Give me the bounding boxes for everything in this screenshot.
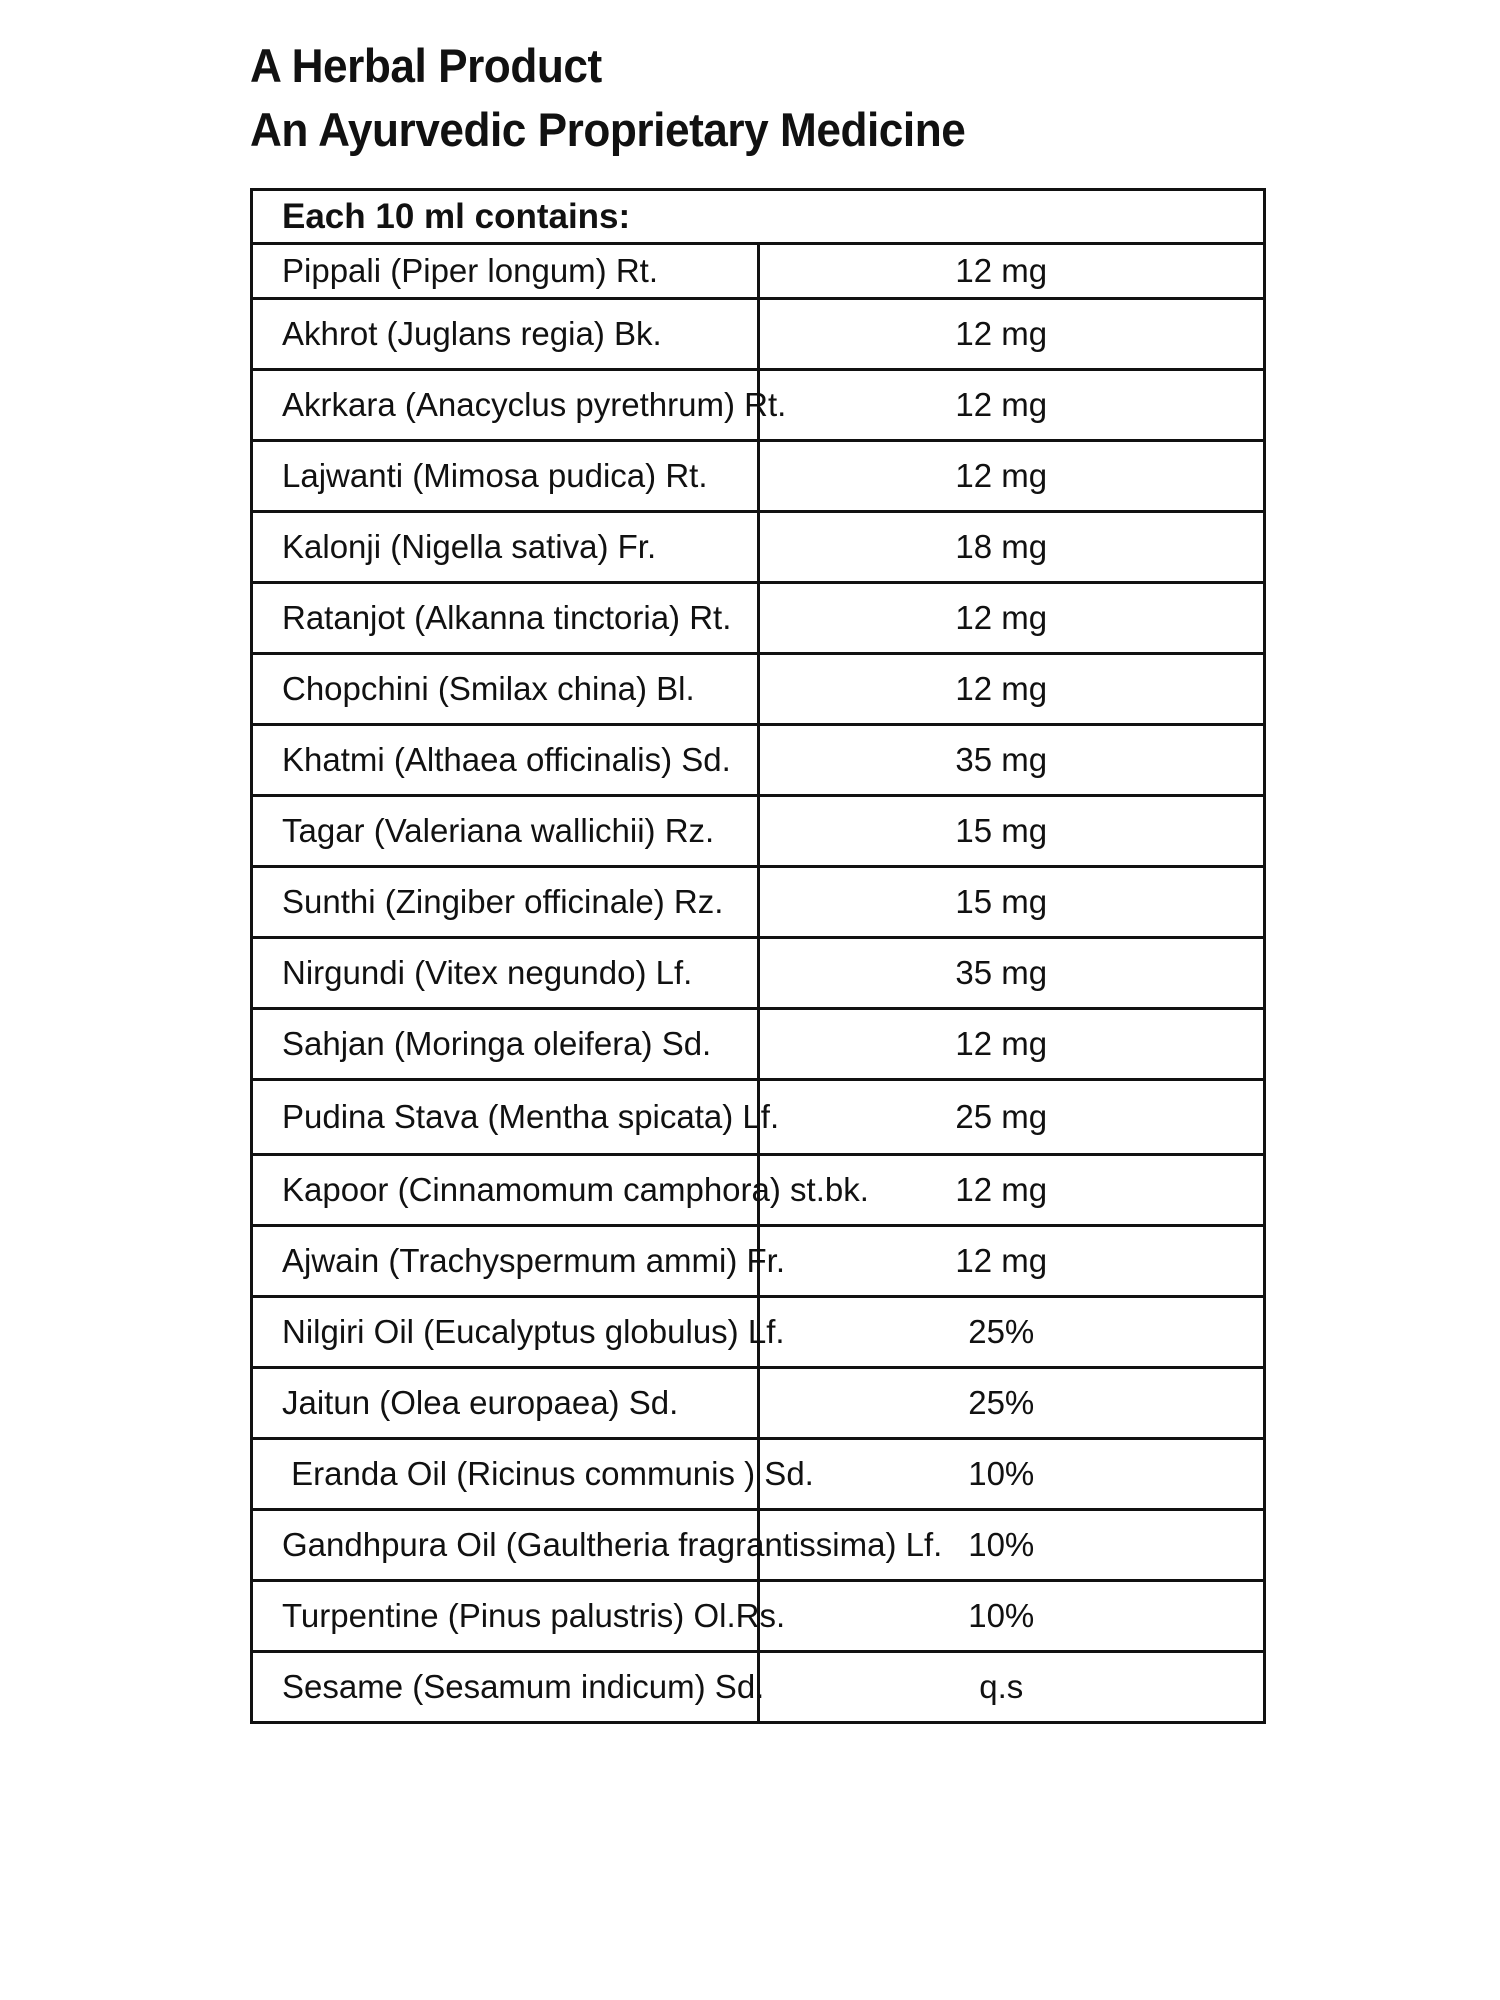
amount-value: 12 mg	[955, 1171, 1048, 1208]
amount-value: 10%	[968, 1597, 1035, 1634]
table-row	[252, 1226, 1265, 1297]
ingredient-name: Khatmi (Althaea officinalis) Sd.	[252, 725, 759, 796]
amount-value: 12 mg	[955, 252, 1048, 289]
amount-value: q.s	[979, 1668, 1024, 1705]
ingredient-amount	[758, 1368, 1265, 1439]
table-row	[252, 725, 1265, 796]
amount-value: 25%	[968, 1313, 1035, 1350]
table-row	[252, 1368, 1265, 1439]
ingredient-name: Turpentine (Pinus palustris) Ol.Rs.	[252, 1581, 759, 1652]
amount-value: 12 mg	[955, 670, 1048, 707]
amount-value: 12 mg	[955, 1242, 1048, 1279]
table-row	[252, 1009, 1265, 1080]
amount-value: 35 mg	[955, 741, 1048, 778]
ingredient-name: Lajwanti (Mimosa pudica) Rt.	[252, 441, 759, 512]
table-row	[252, 1080, 1265, 1155]
table-row	[252, 441, 1265, 512]
ingredient-amount	[758, 583, 1265, 654]
ingredient-name: Akrkara (Anacyclus pyrethrum) Rt.	[252, 370, 759, 441]
table-row	[252, 583, 1265, 654]
ingredient-amount	[758, 1226, 1265, 1297]
amount-value: 12 mg	[955, 457, 1048, 494]
ingredient-name: Pippali (Piper longum) Rt.	[252, 244, 759, 299]
ingredient-amount	[758, 1009, 1265, 1080]
amount-value: 35 mg	[955, 954, 1048, 991]
product-type-label: A Herbal Product	[250, 39, 602, 92]
amount-value: 18 mg	[955, 528, 1048, 565]
ingredient-amount	[758, 867, 1265, 938]
amount-value: 25%	[968, 1384, 1035, 1421]
table-header: Each 10 ml contains:	[252, 190, 1265, 244]
table-row	[252, 244, 1265, 299]
ingredient-amount	[758, 370, 1265, 441]
ingredient-amount	[758, 938, 1265, 1009]
ingredient-amount	[758, 1080, 1265, 1155]
medicine-category-label: An Ayurvedic Proprietary Medicine	[250, 103, 966, 156]
table-row	[252, 1510, 1265, 1581]
ingredient-amount	[758, 654, 1265, 725]
ingredient-amount	[758, 796, 1265, 867]
ingredient-name: Nilgiri Oil (Eucalyptus globulus) Lf.	[252, 1297, 759, 1368]
ingredient-name: Sesame (Sesamum indicum) Sd.	[252, 1652, 759, 1723]
ingredient-amount	[758, 244, 1265, 299]
table-row	[252, 1652, 1265, 1723]
ingredient-name: Nirgundi (Vitex negundo) Lf.	[252, 938, 759, 1009]
amount-value: 12 mg	[955, 315, 1048, 352]
table-row	[252, 1439, 1265, 1510]
composition-table	[250, 188, 1266, 1724]
ingredient-amount	[758, 1439, 1265, 1510]
ingredient-name: Sunthi (Zingiber officinale) Rz.	[252, 867, 759, 938]
amount-value: 10%	[968, 1455, 1035, 1492]
ingredient-name: Kalonji (Nigella sativa) Fr.	[252, 512, 759, 583]
product-heading	[250, 34, 965, 162]
table-row	[252, 1297, 1265, 1368]
table-row	[252, 654, 1265, 725]
table-row	[252, 1155, 1265, 1226]
ingredient-name: Kapoor (Cinnamomum camphora) st.bk.	[252, 1155, 759, 1226]
ingredient-name: Sahjan (Moringa oleifera) Sd.	[252, 1009, 759, 1080]
ingredient-name: Ratanjot (Alkanna tinctoria) Rt.	[252, 583, 759, 654]
table-header-row	[252, 190, 1265, 244]
ingredient-name: Akhrot (Juglans regia) Bk.	[252, 299, 759, 370]
table-row	[252, 867, 1265, 938]
ingredient-name: Tagar (Valeriana wallichii) Rz.	[252, 796, 759, 867]
amount-value: 12 mg	[955, 1025, 1048, 1062]
amount-value: 10%	[968, 1526, 1035, 1563]
ingredient-amount	[758, 1581, 1265, 1652]
ingredient-name: Chopchini (Smilax china) Bl.	[252, 654, 759, 725]
ingredient-amount	[758, 441, 1265, 512]
amount-value: 12 mg	[955, 599, 1048, 636]
ingredient-amount	[758, 1297, 1265, 1368]
ingredient-amount	[758, 725, 1265, 796]
table-row	[252, 512, 1265, 583]
table-row	[252, 1581, 1265, 1652]
ingredient-name: Ajwain (Trachyspermum ammi) Fr.	[252, 1226, 759, 1297]
ingredient-amount	[758, 299, 1265, 370]
ingredient-name: Pudina Stava (Mentha spicata) Lf.	[252, 1080, 759, 1155]
amount-value: 15 mg	[955, 812, 1048, 849]
ingredient-name: Eranda Oil (Ricinus communis ) Sd.	[252, 1439, 759, 1510]
table-row	[252, 370, 1265, 441]
ingredient-name: Gandhpura Oil (Gaultheria fragrantissima) Lf.	[252, 1510, 759, 1581]
table-row	[252, 796, 1265, 867]
ingredient-name: Jaitun (Olea europaea) Sd.	[252, 1368, 759, 1439]
ingredient-amount	[758, 1652, 1265, 1723]
ingredient-amount	[758, 512, 1265, 583]
table-row	[252, 938, 1265, 1009]
amount-value: 12 mg	[955, 386, 1048, 423]
amount-value: 15 mg	[955, 883, 1048, 920]
table-row	[252, 299, 1265, 370]
amount-value: 25 mg	[955, 1098, 1048, 1135]
